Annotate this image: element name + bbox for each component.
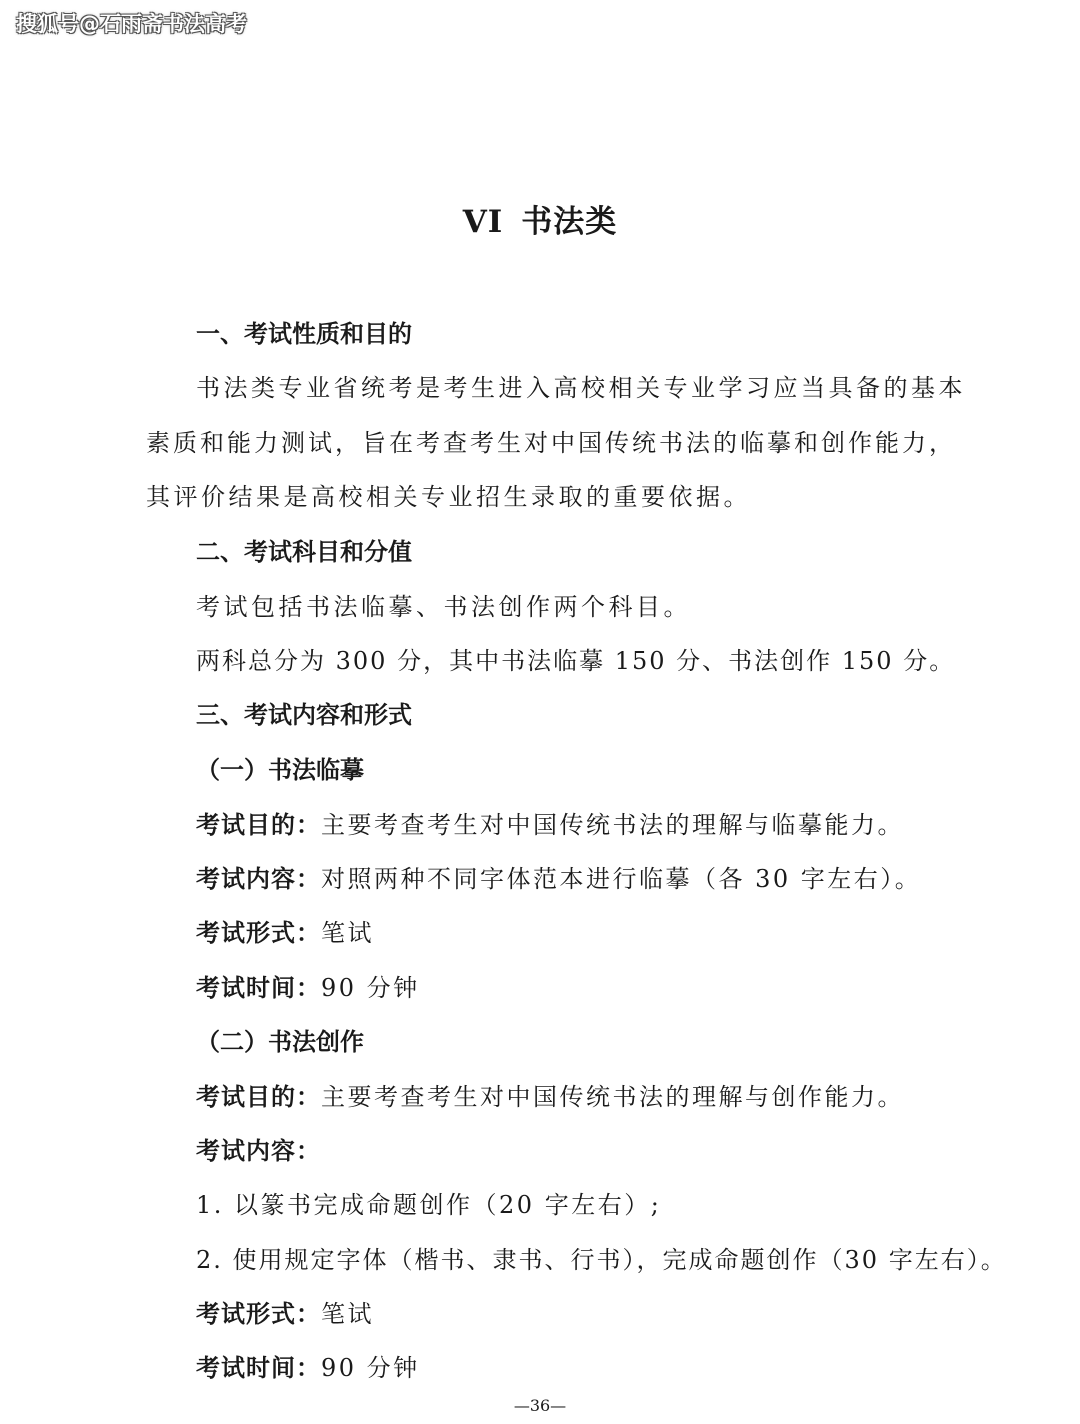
sub1-content-label: 考试内容： — [196, 865, 321, 893]
sub1-content-value: 对照两种不同字体范本进行临摹（各 30 字左右）。 — [321, 865, 922, 893]
sub1-form-label: 考试形式： — [196, 919, 321, 947]
sub2-content-label: 考试内容： — [196, 1137, 321, 1165]
section1-paragraph-line-3: 其评价结果是高校相关专业招生录取的重要依据。 — [146, 483, 751, 511]
page-number: —36— — [513, 1396, 567, 1415]
section1-heading: 一、考试性质和目的 — [196, 320, 412, 348]
sub2-time-row — [196, 1353, 420, 1383]
sub1-heading: （一）书法临摹 — [196, 756, 364, 784]
sub1-form-row — [196, 918, 374, 948]
sub2-form-row — [196, 1299, 374, 1329]
section2-line-2: 两科总分为 300 分，其中书法临摹 150 分、书法创作 150 分。 — [196, 647, 956, 675]
sub2-form-label: 考试形式： — [196, 1300, 321, 1328]
sub1-time-value: 90 分钟 — [321, 974, 420, 1002]
sub1-form-value: 笔试 — [321, 919, 374, 947]
section2-heading: 二、考试科目和分值 — [196, 538, 412, 566]
sub1-time-row — [196, 973, 420, 1003]
sub2-content-item-2: 2. 使用规定字体（楷书、隶书、行书），完成命题创作（30 字左右）。 — [196, 1246, 1007, 1274]
sub2-purpose-row — [196, 1082, 904, 1112]
sub2-purpose-label: 考试目的： — [196, 1083, 321, 1111]
section1-paragraph-line-1: 书法类专业省统考是考生进入高校相关专业学习应当具备的基本 — [196, 374, 966, 402]
title-roman-numeral: VI — [462, 204, 504, 240]
section2-line-1: 考试包括书法临摹、书法创作两个科目。 — [196, 593, 691, 621]
section1-paragraph-line-2: 素质和能力测试，旨在考查考生对中国传统书法的临摹和创作能力， — [146, 429, 956, 457]
sub2-time-value: 90 分钟 — [321, 1354, 420, 1382]
sub2-purpose-value: 主要考查考生对中国传统书法的理解与创作能力。 — [321, 1083, 904, 1111]
sub1-purpose-value: 主要考查考生对中国传统书法的理解与临摹能力。 — [321, 811, 904, 839]
sub2-content-item-1: 1. 以篆书完成命题创作（20 字左右）; — [196, 1191, 662, 1219]
sub2-heading: （二）书法创作 — [196, 1028, 364, 1056]
title-text: 书法类 — [521, 204, 618, 240]
sub2-form-value: 笔试 — [321, 1300, 374, 1328]
sub1-content-row — [196, 864, 921, 894]
page-title — [0, 196, 1080, 241]
section3-heading: 三、考试内容和形式 — [196, 701, 412, 729]
sub2-content-row — [196, 1136, 321, 1166]
sub1-purpose-label: 考试目的： — [196, 811, 321, 839]
sub1-purpose-row — [196, 810, 904, 840]
sub1-time-label: 考试时间： — [196, 974, 321, 1002]
watermark: 搜狐号@石雨斋书法高考 — [16, 12, 247, 36]
sub2-time-label: 考试时间： — [196, 1354, 321, 1382]
